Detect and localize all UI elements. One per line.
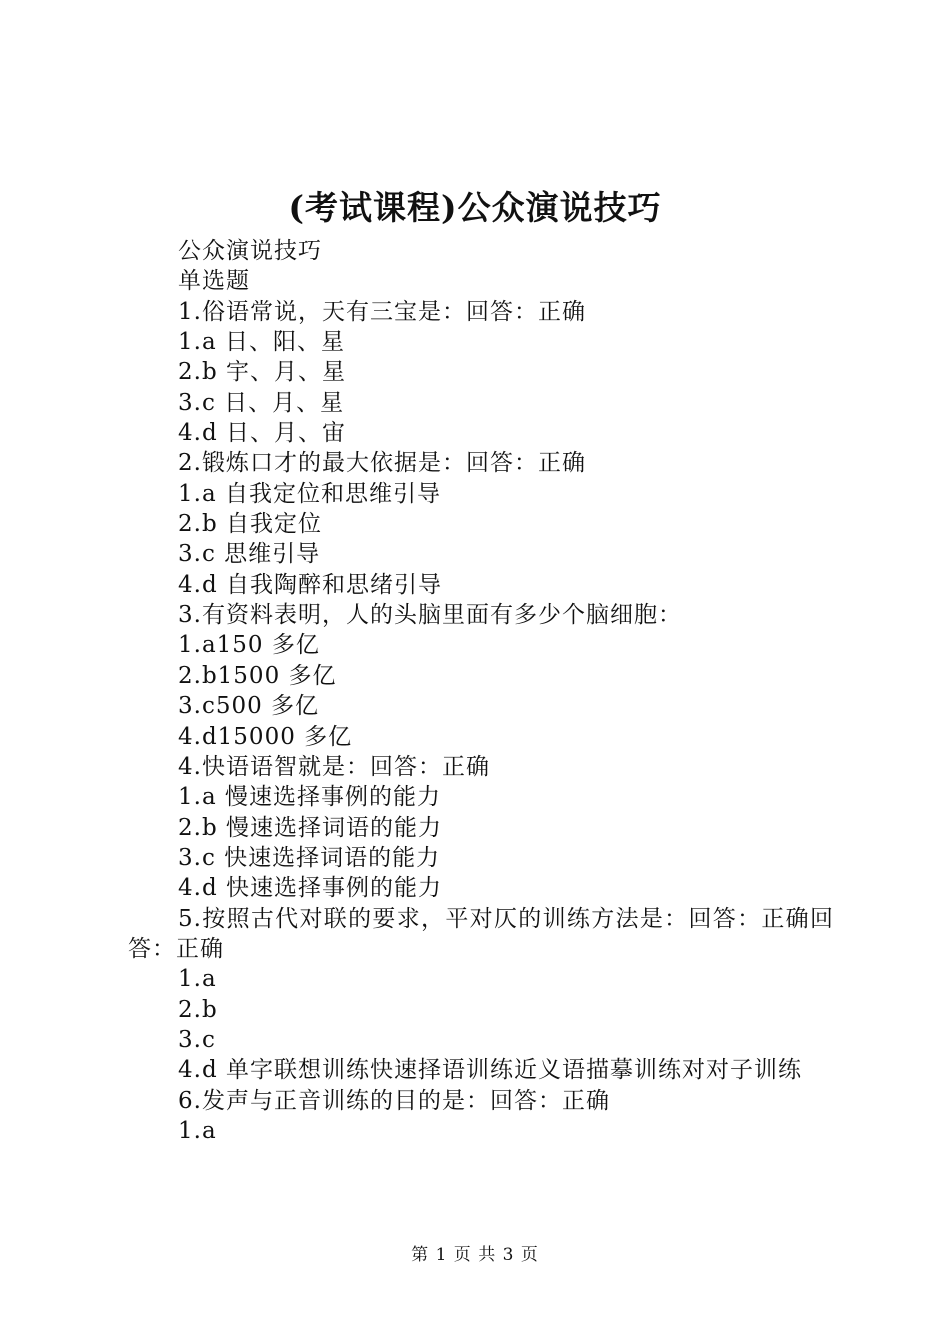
text-line: 单选题 xyxy=(178,268,250,295)
text-line: 3.c500 多亿 xyxy=(178,693,320,720)
text-line: 公众演说技巧 xyxy=(178,238,322,264)
text-line: 1.a xyxy=(178,1117,217,1144)
text-line: 2.b 自我定位 xyxy=(178,511,322,538)
text-line: 3.c 日、月、星 xyxy=(178,389,345,416)
text-line: 3.c xyxy=(178,1026,216,1053)
text-line: 2.b 宇、月、星 xyxy=(178,359,346,386)
text-line: 1.a150 多亿 xyxy=(178,632,320,659)
text-line: 3.c 快速选择词语的能力 xyxy=(178,844,441,871)
text-line: 1.俗语常说，天有三宝是：回答：正确 xyxy=(178,298,586,325)
text-line: 4.d15000 多亿 xyxy=(178,723,353,750)
text-line: 1.a 自我定位和思维引导 xyxy=(178,480,441,507)
text-line: 2.b xyxy=(178,996,218,1023)
document-body xyxy=(128,236,834,1146)
text-line: 2.锻炼口才的最大依据是：回答：正确 xyxy=(178,450,586,477)
paragraph: 4.d 单字联想训练快速择语训练近义语描摹训练对对子训练 xyxy=(178,1057,802,1084)
paragraph: 5.按照古代对联的要求，平对仄的训练方法是：回答：正确回答：正确 xyxy=(128,905,834,962)
text-line: 6.发声与正音训练的目的是：回答：正确 xyxy=(178,1087,610,1114)
text-line: 4.d 自我陶醉和思绪引导 xyxy=(178,571,442,598)
text-line: 3.有资料表明，人的头脑里面有多少个脑细胞： xyxy=(178,602,682,629)
text-line: 4.d 日、月、宙 xyxy=(178,420,346,447)
text-line: 4.快语语智就是：回答：正确 xyxy=(178,753,490,780)
text-line: 1.a xyxy=(178,966,217,993)
text-line: 4.d 快速选择事例的能力 xyxy=(178,875,442,902)
page-footer: 第 1 页 共 3 页 xyxy=(411,1245,539,1265)
page-title: (考试课程)公众演说技巧 xyxy=(288,188,662,227)
text-line: 1.a 日、阳、星 xyxy=(178,329,345,356)
text-line: 3.c 思维引导 xyxy=(178,541,321,568)
text-line: 2.b1500 多亿 xyxy=(178,662,337,689)
text-line: 2.b 慢速选择词语的能力 xyxy=(178,814,442,841)
text-line: 1.a 慢速选择事例的能力 xyxy=(178,784,441,811)
